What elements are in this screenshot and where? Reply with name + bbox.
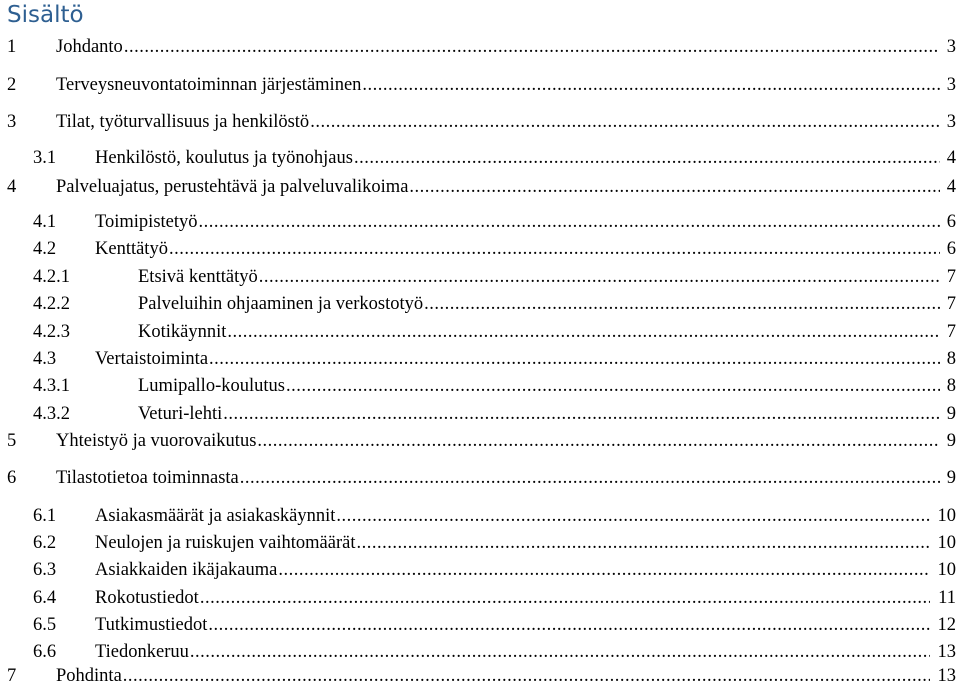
toc-entry-page: 8 [946, 349, 956, 369]
toc-entry-number: 4.2.1 [33, 267, 70, 287]
toc-entry-number: 1 [7, 37, 17, 57]
toc-leader-dots [227, 321, 940, 343]
toc-entry-page: 7 [946, 267, 956, 287]
toc-entry-label: Johdanto [56, 37, 123, 57]
toc-entry[interactable] [0, 467, 956, 489]
toc-title: Sisältö [7, 2, 84, 28]
toc-entry-number: 4.2.3 [33, 322, 70, 342]
toc-entry-page: 11 [938, 588, 956, 608]
toc-entry[interactable] [0, 403, 956, 425]
toc-entry[interactable] [0, 321, 956, 343]
toc-entry[interactable] [0, 74, 956, 96]
toc-entry-page: 13 [937, 666, 956, 686]
toc-entry-page: 12 [937, 615, 956, 635]
toc-entry-page: 3 [946, 37, 956, 57]
toc-entry-number: 6.5 [33, 615, 57, 635]
toc-entry[interactable] [0, 348, 956, 370]
toc-leader-dots [123, 665, 930, 687]
toc-entry-number: 4.2.2 [33, 294, 70, 314]
toc-entry[interactable] [0, 587, 956, 609]
toc-leader-dots [124, 36, 940, 58]
toc-entry-page: 8 [946, 376, 956, 396]
toc-entry-label: Asiakkaiden ikäjakauma [95, 560, 278, 580]
toc-entry-page: 9 [946, 431, 956, 451]
toc-entry[interactable] [0, 147, 956, 169]
toc-entry-number: 4.3.2 [33, 404, 70, 424]
toc-entry[interactable] [0, 505, 956, 527]
toc-entry-page: 13 [937, 642, 956, 662]
toc-leader-dots [362, 74, 940, 96]
toc-entry-page: 4 [946, 177, 956, 197]
toc-entry[interactable] [0, 559, 956, 581]
toc-leader-dots [208, 614, 930, 636]
toc-leader-dots [209, 348, 940, 370]
toc-entry-page: 7 [946, 294, 956, 314]
toc-leader-dots [200, 587, 930, 609]
toc-leader-dots [409, 176, 940, 198]
toc-leader-dots [336, 505, 930, 527]
toc-leader-dots [240, 467, 940, 489]
toc-leader-dots [257, 430, 940, 452]
toc-entry-number: 4 [7, 177, 17, 197]
toc-entry[interactable] [0, 36, 956, 58]
toc-leader-dots [278, 559, 930, 581]
toc-entry-number: 6.2 [33, 533, 57, 553]
toc-entry-label: Asiakasmäärät ja asiakaskäynnit [95, 506, 336, 526]
toc-leader-dots [259, 266, 940, 288]
toc-entry-label: Rokotustiedot [95, 588, 199, 608]
toc-entry-number: 4.2 [33, 239, 57, 259]
toc-entry-page: 3 [946, 75, 956, 95]
toc-leader-dots [190, 641, 930, 663]
toc-entry-number: 5 [7, 431, 17, 451]
toc-leader-dots [356, 532, 930, 554]
toc-entry-number: 3.1 [33, 148, 57, 168]
toc-entry-number: 6.4 [33, 588, 57, 608]
toc-entry-label: Kotikäynnit [138, 322, 227, 342]
toc-entry-number: 3 [7, 112, 17, 132]
toc-entry-label: Tilastotietoa toiminnasta [56, 468, 239, 488]
toc-entry-number: 4.1 [33, 212, 57, 232]
toc-entry-number: 6.3 [33, 560, 57, 580]
toc-entry-page: 7 [946, 322, 956, 342]
toc-entry-page: 3 [946, 112, 956, 132]
toc-entry-label: Toimipistetyö [95, 212, 198, 232]
toc-entry-label: Yhteistyö ja vuorovaikutus [56, 431, 257, 451]
toc-entry-label: Veturi-lehti [138, 404, 223, 424]
toc-entry-page: 10 [937, 506, 956, 526]
toc-entry-number: 4.3.1 [33, 376, 70, 396]
toc-entry-label: Neulojen ja ruiskujen vaihtomäärät [95, 533, 356, 553]
toc-entry-label: Kenttätyö [95, 239, 168, 259]
toc-entry-label: Lumipallo-koulutus [138, 376, 285, 396]
toc-entry[interactable] [0, 614, 956, 636]
toc-entry-number: 7 [7, 666, 17, 686]
toc-entry-label: Tutkimustiedot [95, 615, 208, 635]
toc-entry-page: 10 [937, 560, 956, 580]
toc-entry-page: 6 [946, 239, 956, 259]
toc-entry-label: Pohdinta [56, 666, 122, 686]
toc-entry[interactable] [0, 176, 956, 198]
toc-entry-label: Tilat, työturvallisuus ja henkilöstö [56, 112, 310, 132]
toc-entry-page: 9 [946, 404, 956, 424]
toc-entry-label: Henkilöstö, koulutus ja työnohjaus [95, 148, 353, 168]
toc-leader-dots [354, 147, 940, 169]
toc-entry-page: 6 [946, 212, 956, 232]
toc-leader-dots [310, 111, 940, 133]
toc-entry-page: 4 [946, 148, 956, 168]
toc-leader-dots [199, 211, 940, 233]
toc-entry[interactable] [0, 111, 956, 133]
toc-leader-dots [169, 238, 940, 260]
toc-entry-label: Terveysneuvontatoiminnan järjestäminen [56, 75, 362, 95]
toc-entry[interactable] [0, 375, 956, 397]
toc-entry-number: 6.1 [33, 506, 57, 526]
toc-entry[interactable] [0, 293, 956, 315]
toc-entry[interactable] [0, 211, 956, 233]
toc-entry[interactable] [0, 641, 956, 663]
toc-entry-label: Etsivä kenttätyö [138, 267, 258, 287]
toc-leader-dots [286, 375, 940, 397]
toc-entry-page: 9 [946, 468, 956, 488]
toc-entry-number: 6 [7, 468, 17, 488]
toc-entry[interactable] [0, 665, 956, 687]
toc-entry-number: 4.3 [33, 349, 57, 369]
toc-leader-dots [223, 403, 940, 425]
toc-entry[interactable] [0, 532, 956, 554]
toc-entry-label: Palveluajatus, perustehtävä ja palveluvalikoima [56, 177, 409, 197]
toc-leader-dots [424, 293, 940, 315]
toc-entry-number: 6.6 [33, 642, 57, 662]
toc-entry-number: 2 [7, 75, 17, 95]
toc-entry-page: 10 [937, 533, 956, 553]
toc-entry[interactable] [0, 430, 956, 452]
toc-entry-label: Palveluihin ohjaaminen ja verkostotyö [138, 294, 424, 314]
toc-entry-label: Tiedonkeruu [95, 642, 189, 662]
toc-entry[interactable] [0, 238, 956, 260]
toc-entry-label: Vertaistoiminta [95, 349, 209, 369]
toc-entry[interactable] [0, 266, 956, 288]
